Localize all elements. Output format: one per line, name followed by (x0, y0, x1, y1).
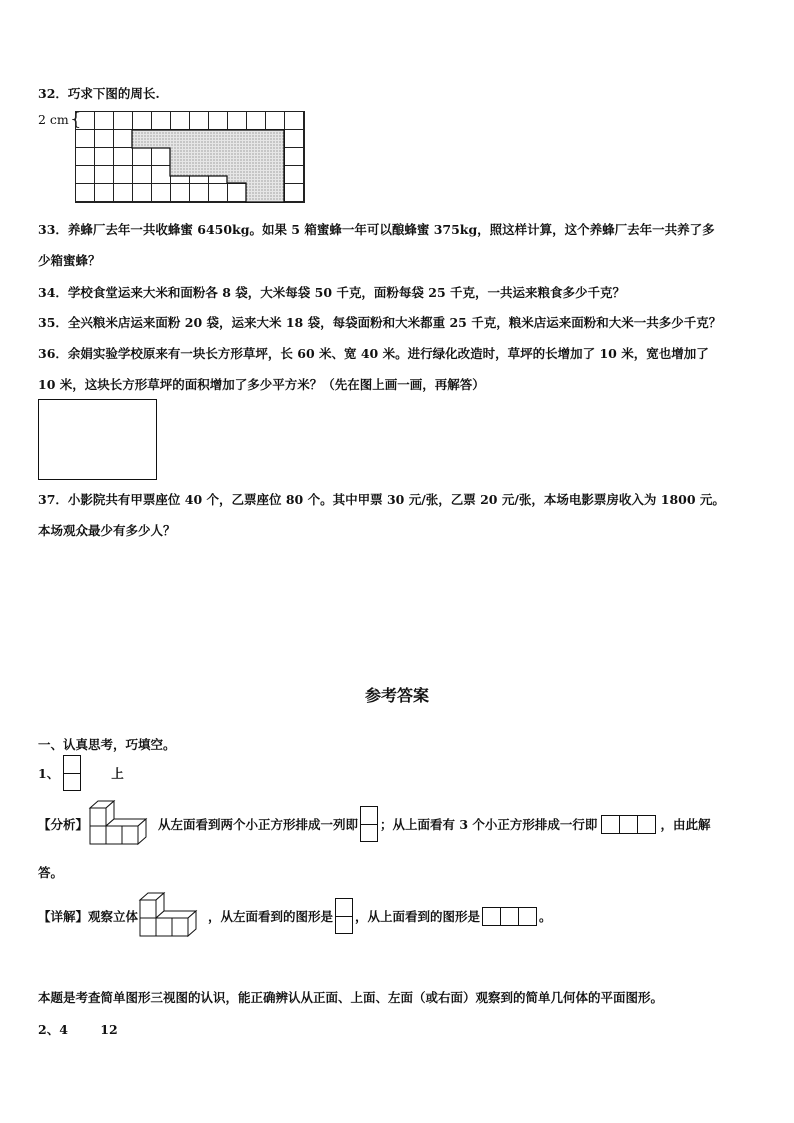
question-33-line1: 33．养蜂厂去年一共收蜂蜜 6450kg。如果 5 箱蜜蜂一年可以酿蜂蜜 375kg，照这样计算，这个养蜂厂去年一共养了多 (38, 222, 715, 237)
question-37-line2: 本场观众最少有多少人？ (38, 523, 176, 538)
top-view-shape (601, 815, 656, 834)
top-view-shape (482, 907, 537, 926)
question-32: 32．巧求下图的周长. (38, 86, 160, 101)
left-view-shape (335, 898, 353, 934)
analysis-text-4: 答。 (38, 865, 64, 880)
detail-row (38, 892, 552, 940)
shaded-figure (75, 111, 305, 205)
question-35: 35．全兴粮米店运来面粉 20 袋，运来大米 18 袋，每袋面粉和大米都重 25 千克，粮米店运来面粉和大米一共多少千克？ (38, 315, 722, 330)
question-37-line1: 37．小影院共有甲票座位 40 个，乙票座位 80 个。其中甲票 30 元/张，乙票 20 元/张，本场电影票房收入为 1800 元。 (38, 492, 725, 507)
detail-text-1: ，从左面看到的图形是 (208, 909, 334, 924)
solid-figure-icon (138, 892, 208, 940)
question-34: 34．学校食堂运来大米和面粉各 8 袋，大米每袋 50 千克，面粉每袋 25 千克，一共运来粮食多少千克？ (38, 285, 625, 300)
left-view-shape (63, 755, 81, 791)
scale-label: 2 cm (38, 112, 69, 127)
answer-2-label: 2、4 (38, 1022, 68, 1037)
lawn-rectangle (38, 399, 157, 480)
analysis-text-2: ；从上面看有 3 个小正方形排成一行即 (380, 817, 598, 832)
detail-end: 。 (539, 909, 552, 924)
detail-label: 【详解】观察立体 (38, 909, 139, 924)
analysis-label: 【分析】 (38, 817, 89, 832)
answer-1-word: 上 (111, 766, 124, 781)
solid-figure-icon (88, 800, 158, 848)
question-36-line1: 36．余娟实验学校原来有一块长方形草坪，长 60 米、宽 40 米。进行绿化改造时，草坪的长增加了 10 米，宽也增加了 (38, 346, 709, 361)
section-1-heading: 一、认真思考，巧填空。 (38, 737, 176, 752)
answer-1-number: 1、 (38, 766, 60, 781)
answer-2 (38, 1020, 118, 1038)
brace-icon: { (70, 109, 82, 130)
summary-text: 本题是考查简单图形三视图的认识，能正确辨认从正面、上面、左面（或右面）观察到的简单几何体的平面图形。 (38, 990, 664, 1005)
analysis-text-1: 从左面看到两个小正方形排成一列即 (158, 817, 359, 832)
analysis-row (38, 800, 710, 848)
answers-title: 参考答案 (364, 686, 429, 705)
answer-1-row (38, 755, 124, 791)
question-33-line2: 少箱蜜蜂？ (38, 253, 101, 268)
detail-text-2: ，从上面看到的图形是 (355, 909, 481, 924)
left-view-shape (360, 806, 378, 842)
analysis-text-3: ，由此解 (660, 817, 711, 832)
answer-2-value: 12 (100, 1022, 118, 1037)
question-36-line2: 10 米，这块长方形草坪的面积增加了多少平方米？（先在图上画一画，再解答） (38, 377, 485, 392)
